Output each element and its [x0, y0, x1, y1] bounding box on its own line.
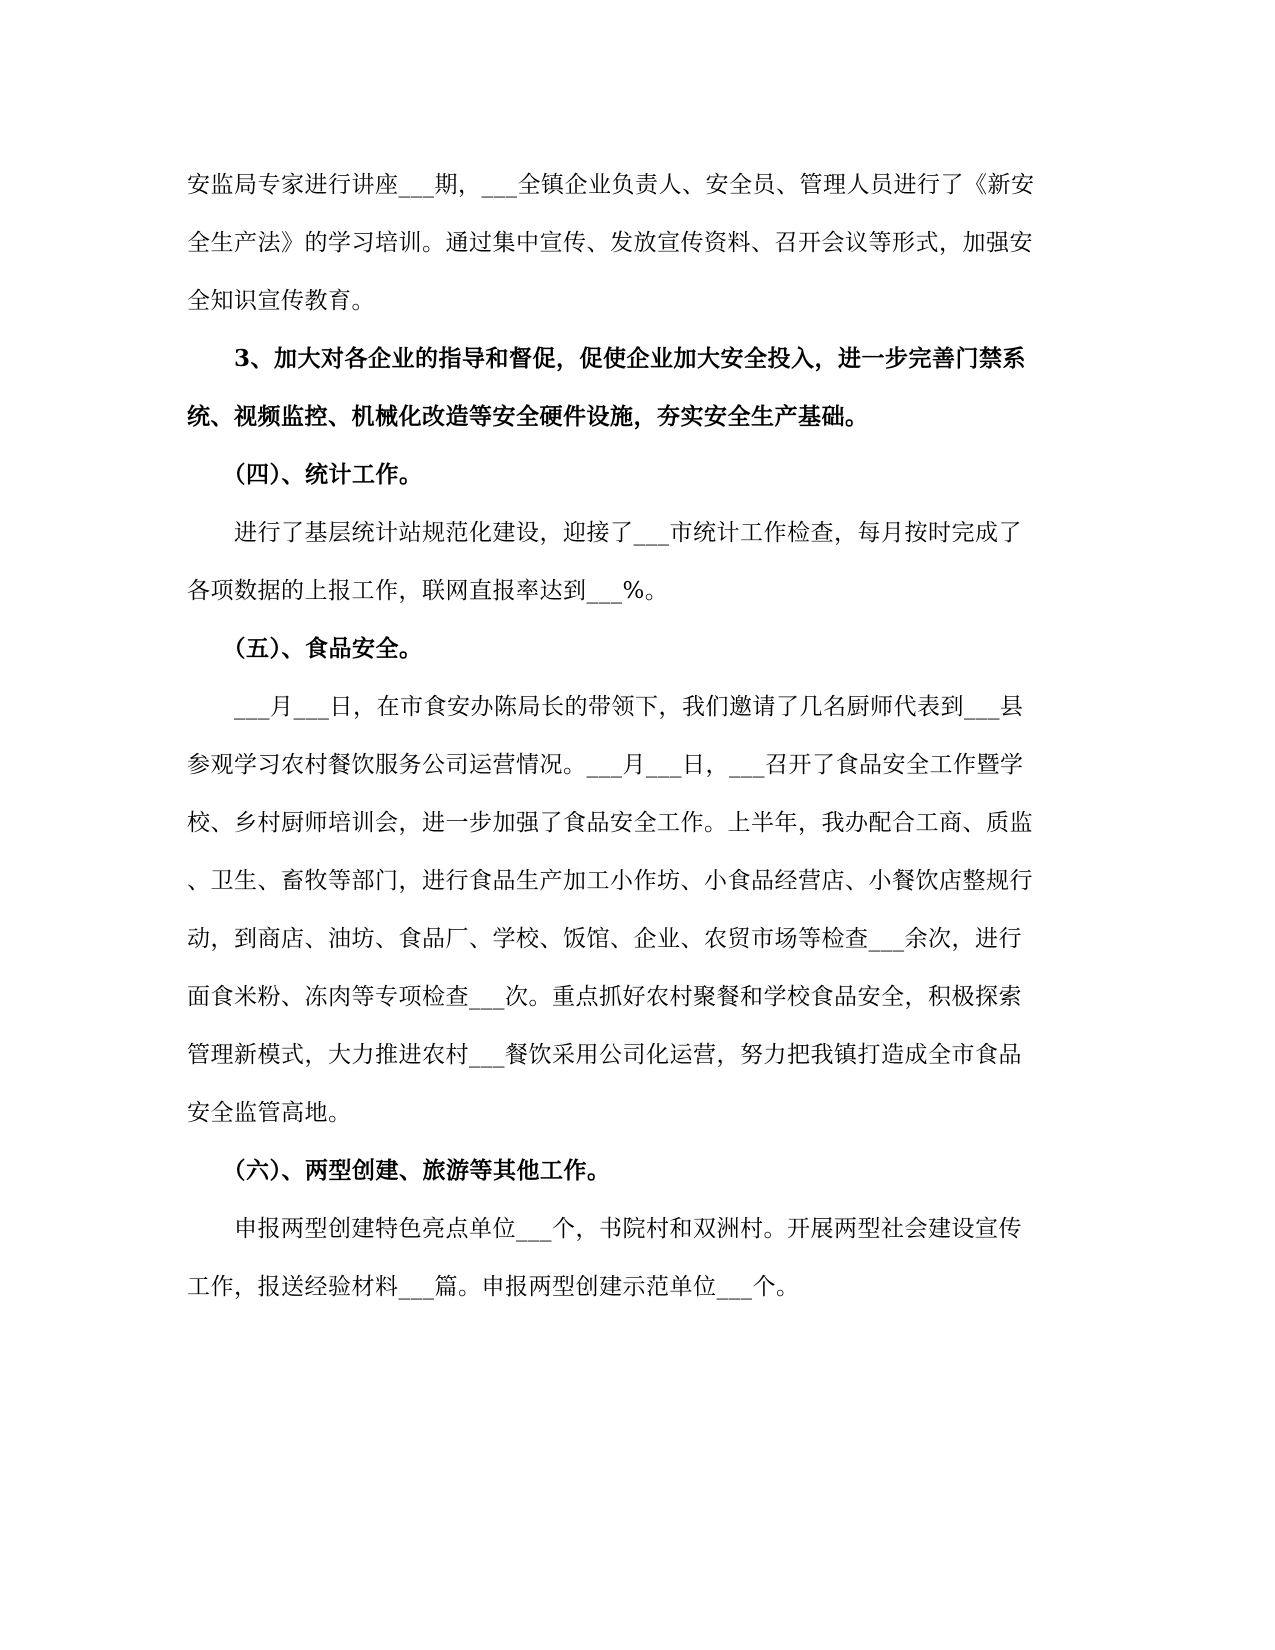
paragraph-line: 安监局专家进行讲座___期，___全镇企业负责人、安全员、管理人员进行了《新安	[187, 172, 1035, 198]
paragraph-line: 安全监管高地。	[187, 1100, 352, 1126]
paragraph-line: 动，到商店、油坊、食品厂、学校、饭馆、企业、农贸市场等检查___余次，进行	[187, 926, 1022, 952]
paragraph-line: 全生产法》的学习培训。通过集中宣传、发放宣传资料、召开会议等形式，加强安	[187, 230, 1033, 256]
paragraph-line: 工作，报送经验材料___篇。申报两型创建示范单位___个。	[187, 1274, 800, 1300]
paragraph-line: 管理新模式，大力推进农村___餐饮采用公司化运营，努力把我镇打造成全市食品	[187, 1042, 1022, 1068]
paragraph-line: 全知识宣传教育。	[187, 288, 375, 314]
paragraph-line: 各项数据的上报工作，联网直报率达到___%。	[187, 578, 669, 604]
section-heading-food-safety: （五）、食品安全。	[187, 635, 423, 662]
section-heading-statistics: （四）、统计工作。	[187, 461, 423, 488]
bold-paragraph-line: 统、视频监控、机械化改造等安全硬件设施，夯实安全生产基础。	[187, 403, 869, 430]
paragraph-line: 进行了基层统计站规范化建设，迎接了___市统计工作检查，每月按时完成了	[187, 520, 1022, 546]
paragraph-line: 面食米粉、冻肉等专项检查___次。重点抓好农村聚餐和学校食品安全，积极探索	[187, 984, 1022, 1010]
paragraph-line: 申报两型创建特色亮点单位___个，书院村和双洲村。开展两型社会建设宣传	[187, 1216, 1022, 1242]
paragraph-line: 校、乡村厨师培训会，进一步加强了食品安全工作。上半年，我办配合工商、质监	[187, 810, 1033, 836]
section-heading-two-type: （六）、两型创建、旅游等其他工作。	[187, 1157, 611, 1184]
paragraph-line: 参观学习农村餐饮服务公司运营情况。___月___日，___召开了食品安全工作暨学	[187, 752, 1024, 778]
paragraph-line: 、卫生、畜牧等部门，进行食品生产加工小作坊、小食品经营店、小餐饮店整规行	[187, 868, 1033, 894]
paragraph-line: ___月___日，在市食安办陈局长的带领下，我们邀请了几名厨师代表到___县	[187, 694, 1024, 720]
bold-paragraph-line: 3、加大对各企业的指导和督促，促使企业加大安全投入，进一步完善门禁系	[187, 345, 1027, 372]
